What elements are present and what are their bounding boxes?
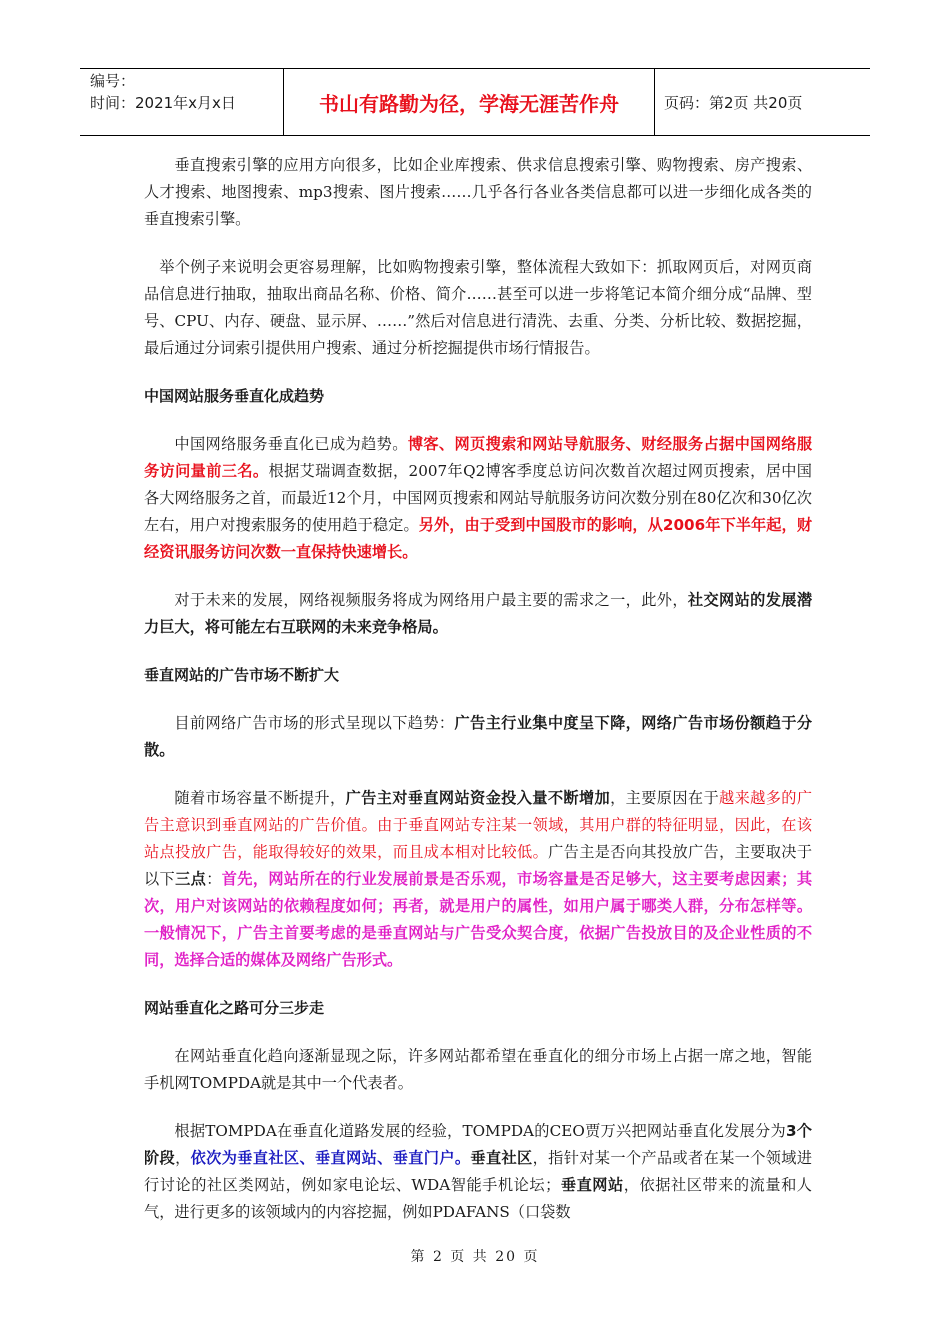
paragraph-vertical-search-uses: 垂直搜索引擎的应用方向很多，比如企业库搜索、供求信息搜索引擎、购物搜索、房产搜索、人才搜索、地图搜索、mp3搜索、图片搜索……几乎各行各业各类信息都可以进一步细化成各类的垂直搜索引擎。 — [144, 156, 812, 228]
highlight-red: 越来越多的广告主意识到垂直网站的广告价值。由于垂直网站专注某一领域，其用户群的特征明显，因此，在该站点投放广告，能取得较好的效果，而且成本相对比较低。 — [144, 789, 813, 861]
highlight-bold: 垂直网站 — [560, 1176, 624, 1194]
text-segment: ， — [175, 1149, 191, 1167]
highlight-bold: 广告主对垂直网站资金投入量不断增加 — [345, 789, 611, 807]
highlight-red: 博客、网页搜索和网站导航服务、财经服务占据中国网络服务访问量前三名。 — [144, 435, 813, 480]
highlight-bold: 三点 — [175, 870, 207, 888]
highlight-blue: 依次为垂直社区、垂直网站、垂直门户。 — [190, 1149, 471, 1167]
text-segment: ，主要原因在于 — [610, 789, 720, 807]
header-meta — [80, 69, 282, 136]
paragraph-shopping-example: 举个例子来说明会更容易理解，比如购物搜索引擎，整体流程大致如下：抓取网页后，对网页商品信息进行抽取，抽取出商品名称、价格、简介……甚至可以进一步将笔记本简介细分成“品牌、型号、CPU、内存、硬盘、显示屏、……”然后对信息进行清洗、去重、分类、分析比较、数据挖掘，最后通过分词索引提供用户搜索、通过分析挖掘提供市场行情报告。 — [144, 258, 812, 357]
highlight-red: 另外，由于受到中国股市的影响，从2006年下半年起，财经资讯服务访问次数一直保持快速增长。 — [144, 516, 813, 561]
text-segment: ，指针对某一个产品或者在某一个领域进行讨论的社区类网站，例如家电论坛、WDA智能手机论坛； — [144, 1149, 813, 1194]
text-segment: 广告主是否向其投放广告，主要取决于以下 — [144, 843, 813, 888]
header-motto-cell — [283, 69, 655, 135]
text-segment: ： — [206, 870, 222, 888]
header-page-info: 页码：第2页 共20页 — [664, 93, 803, 112]
highlight-magenta: 首先，网站所在的行业发展前景是否乐观，市场容量是否足够大，这主要考虑因素；其次，用户对该网站的依赖程度如何；再者，就是用户的属性，如用户属于哪类人群，分布怎样等。一般情况下，广告主首要考虑的是垂直网站与广告受众契合度，依据广告投放目的及企业性质的不同，选择合适的媒体及网络广告形式。 — [144, 870, 813, 969]
text-segment: ，依据社区带来的流量和人气，进行更多的该领域内的内容挖掘，例如PDAFANS（口袋数 — [144, 1176, 812, 1221]
highlight-bold: 广告主行业集中度呈下降，网络广告市场份额趋于分散。 — [144, 714, 813, 759]
paragraph-tompda: 在网站垂直化趋向逐渐显现之际，许多网站都希望在垂直化的细分市场上占据一席之地，智能手机网TOMPDA就是其中一个代表者。 — [144, 1047, 812, 1092]
text-segment: 对于未来的发展，网络视频服务将成为网络用户最主要的需求之一，此外， — [174, 591, 688, 609]
section-heading-ad-market: 垂直网站的广告市场不断扩大 — [144, 666, 340, 684]
footer-page-number: 第 2 页 共 20 页 — [410, 1249, 540, 1265]
document-body — [144, 152, 812, 1247]
section-heading-trend: 中国网站服务垂直化成趋势 — [144, 387, 325, 405]
page-footer — [0, 1246, 950, 1266]
paragraph-ad-investment — [144, 785, 812, 974]
text-segment: 随着市场容量不断提升， — [174, 789, 346, 807]
text-segment: 目前网络广告市场的形式呈现以下趋势： — [174, 714, 455, 732]
paragraph-china-trend — [144, 431, 812, 566]
text-segment: 根据TOMPDA在垂直化道路发展的经验，TOMPDA的CEO贾万兴把网站垂直化发展分为 — [174, 1122, 786, 1140]
header-number-label: 编号： — [90, 72, 136, 90]
page-header — [80, 68, 870, 136]
paragraph-ad-trend — [144, 710, 812, 764]
highlight-bold: 社交网站的发展潜力巨大，将可能左右互联网的未来竞争格局。 — [144, 591, 813, 636]
header-motto: 书山有路勤为径，学海无涯苦作舟 — [319, 91, 619, 116]
highlight-bold: 垂直社区 — [470, 1149, 533, 1167]
paragraph-three-stages — [144, 1118, 812, 1226]
section-heading-three-steps: 网站垂直化之路可分三步走 — [144, 999, 325, 1017]
header-time-label: 时间：2021年x月x日 — [90, 94, 236, 112]
text-segment: 中国网络服务垂直化已成为趋势。 — [174, 435, 408, 453]
paragraph-future — [144, 587, 812, 641]
text-segment: 根据艾瑞调查数据，2007年Q2博客季度总访问次数首次超过网页搜索，居中国各大网络服务之首，而最近12个月，中国网页搜索和网站导航服务访问次数分别在80亿次和30亿次左右，用户对搜索服务的使用趋于稳定。 — [144, 462, 812, 534]
highlight-bold: 3个阶段 — [144, 1122, 812, 1167]
